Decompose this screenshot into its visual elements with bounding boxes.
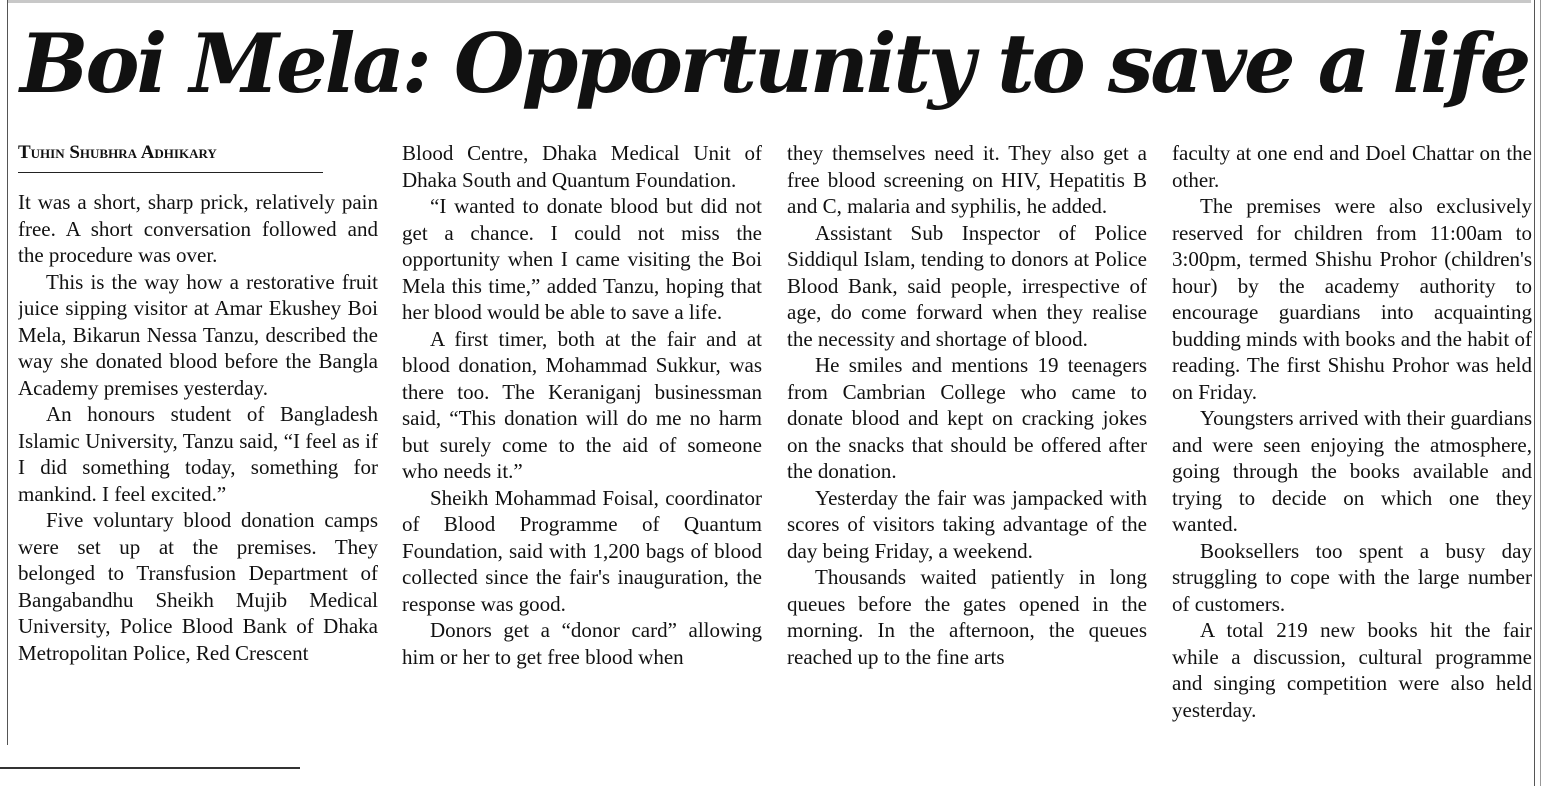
paragraph: Youngsters arrived with their guardians and were seen enjoying the atmosphere, going through the books available and trying to decide on which one they wanted. bbox=[1172, 406, 1532, 536]
article-column-4 bbox=[1172, 140, 1532, 750]
paragraph: Sheikh Mohammad Foisal, coordinator of Blood Programme of Quantum Foundation, said with 1,200 bags of blood collected since the fair's inauguration, the response was good. bbox=[402, 485, 762, 616]
paragraph: This is the way how a restorative fruit juice sipping visitor at Amar Ekushey Boi Mela, Bikarun Nessa Tanzu, described the way she donated blood before the Bangla Academy premises yesterday. bbox=[18, 269, 378, 400]
article-column-2 bbox=[402, 140, 762, 750]
paragraph: Donors get a “donor card” allowing him or her to get free blood when bbox=[402, 618, 762, 669]
headline: Boi Mela: Opportunity to save a life bbox=[20, 17, 1529, 112]
article-column-3 bbox=[787, 140, 1147, 750]
paragraph: Thousands waited patiently in long queues before the gates opened in the morning. In the afternoon, the queues reached up to the fine arts bbox=[787, 565, 1147, 669]
top-border bbox=[8, 0, 1531, 3]
paragraph: An honours student of Bangladesh Islamic University, Tanzu said, “I feel as if I did something today, something for mankind. I feel excited.” bbox=[18, 402, 378, 506]
bottom-rule bbox=[0, 767, 300, 769]
paragraph: A first timer, both at the fair and at blood donation, Mohammad Sukkur, was there too. The Keraniganj businessman said, “This donation will do me no harm but surely come to the aid of someone who needs it.” bbox=[402, 326, 762, 483]
paragraph: Five voluntary blood donation camps were set up at the premises. They belonged to Transfusion Department of Bangabandhu Sheikh Mujib Medical University, Police Blood Bank of Dhaka Metropolitan Police, Red Crescent bbox=[18, 508, 378, 665]
paragraph: Booksellers too spent a busy day struggling to cope with the large number of customers. bbox=[1172, 538, 1532, 616]
paragraph: faculty at one end and Doel Chattar on the other. bbox=[1172, 141, 1532, 192]
paragraph: It was a short, sharp prick, relatively pain free. A short conversation followed and the procedure was over. bbox=[18, 190, 378, 267]
paragraph: “I wanted to donate blood but did not get a chance. I could not miss the opportunity when I came visiting the Boi Mela this time,” added Tanzu, hoping that her blood would be able to save a life. bbox=[402, 194, 762, 324]
paragraph: A total 219 new books hit the fair while a discussion, cultural programme and singing competition were also held yesterday. bbox=[1172, 618, 1532, 722]
paragraph: Blood Centre, Dhaka Medical Unit of Dhaka South and Quantum Foundation. bbox=[402, 141, 762, 192]
article-column-1 bbox=[18, 140, 378, 750]
paragraph: Assistant Sub Inspector of Police Siddiqul Islam, tending to donors at Police Blood Bank, said people, irrespective of age, do come forward when they realise the necessity and shortage of blood. bbox=[787, 220, 1147, 351]
right-border bbox=[1534, 0, 1535, 786]
paragraph: The premises were also exclusively reserved for children from 11:00am to 3:00pm, termed Shishu Prohor (children's hour) by the academy authority to encourage guardians into acquainting budding minds with books and the habit of reading. The first Shishu Prohor was held on Friday. bbox=[1172, 194, 1532, 404]
paragraph: He smiles and mentions 19 teenagers from Cambrian College who came to donate blood and kept on cracking jokes on the snacks that should be offered after the donation. bbox=[787, 353, 1147, 483]
paragraph: Yesterday the fair was jampacked with scores of visitors taking advantage of the day being Friday, a weekend. bbox=[787, 485, 1147, 563]
left-border bbox=[7, 0, 8, 745]
byline: Tuhin Shubhra Adhikary bbox=[18, 140, 323, 173]
right-border-outer bbox=[1540, 0, 1541, 786]
paragraph: they themselves need it. They also get a free blood screening on HIV, Hepatitis B and C, malaria and syphilis, he added. bbox=[787, 141, 1147, 218]
